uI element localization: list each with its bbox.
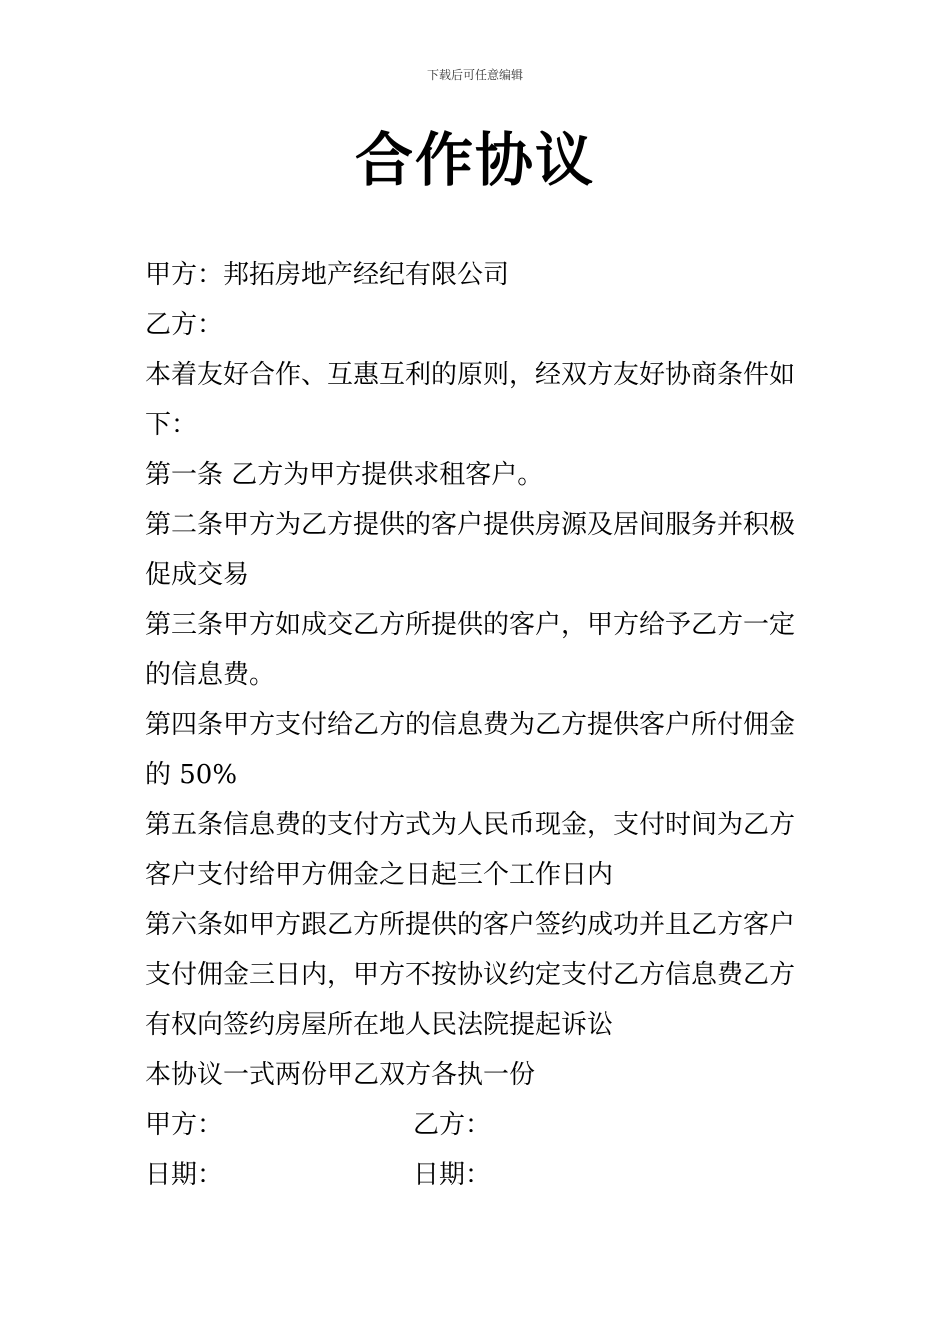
clause-line: 第一条 乙方为甲方提供求租客户。 [145,460,544,490]
clause-line: 客户支付给甲方佣金之日起三个工作日内 [145,860,614,890]
clause-line: 支付佣金三日内，甲方不按协议约定支付乙方信息费乙方 [145,960,796,990]
header-note: 下载后可任意编辑 [426,68,523,82]
closing-line: 本协议一式两份甲乙双方各执一份 [145,1060,536,1090]
party-b-line: 乙方： [145,310,224,340]
clause-line: 第五条信息费的支付方式为人民币现金，支付时间为乙方 [145,810,796,840]
clause-line: 的 50% [145,760,238,790]
clause-line: 第四条甲方支付给乙方的信息费为乙方提供客户所付佣金 [145,710,796,740]
document-title: 合作协议 [354,126,595,194]
clause-line: 第二条甲方为乙方提供的客户提供房源及居间服务并积极 [145,510,796,540]
clause-line: 的信息费。 [145,660,276,690]
preamble-line: 本着友好合作、互惠互利的原则，经双方友好协商条件如 [145,360,796,390]
party-b-date-label: 日期： [413,1160,492,1190]
clause-line: 第六条如甲方跟乙方所提供的客户签约成功并且乙方客户 [145,910,796,940]
party-a-signature-label: 甲方： [145,1110,224,1140]
party-a-line: 甲方：邦拓房地产经纪有限公司 [145,260,510,290]
signature-row [145,1100,810,1150]
date-row [145,1150,810,1200]
clause-line: 第三条甲方如成交乙方所提供的客户，甲方给予乙方一定 [145,610,796,640]
document-body [145,250,810,1200]
clause-line: 促成交易 [145,560,250,590]
party-b-signature-label: 乙方： [413,1110,492,1140]
party-a-date-label: 日期： [145,1160,224,1190]
preamble-line: 下： [145,410,198,440]
clause-line: 有权向签约房屋所在地人民法院提起诉讼 [145,1010,614,1040]
